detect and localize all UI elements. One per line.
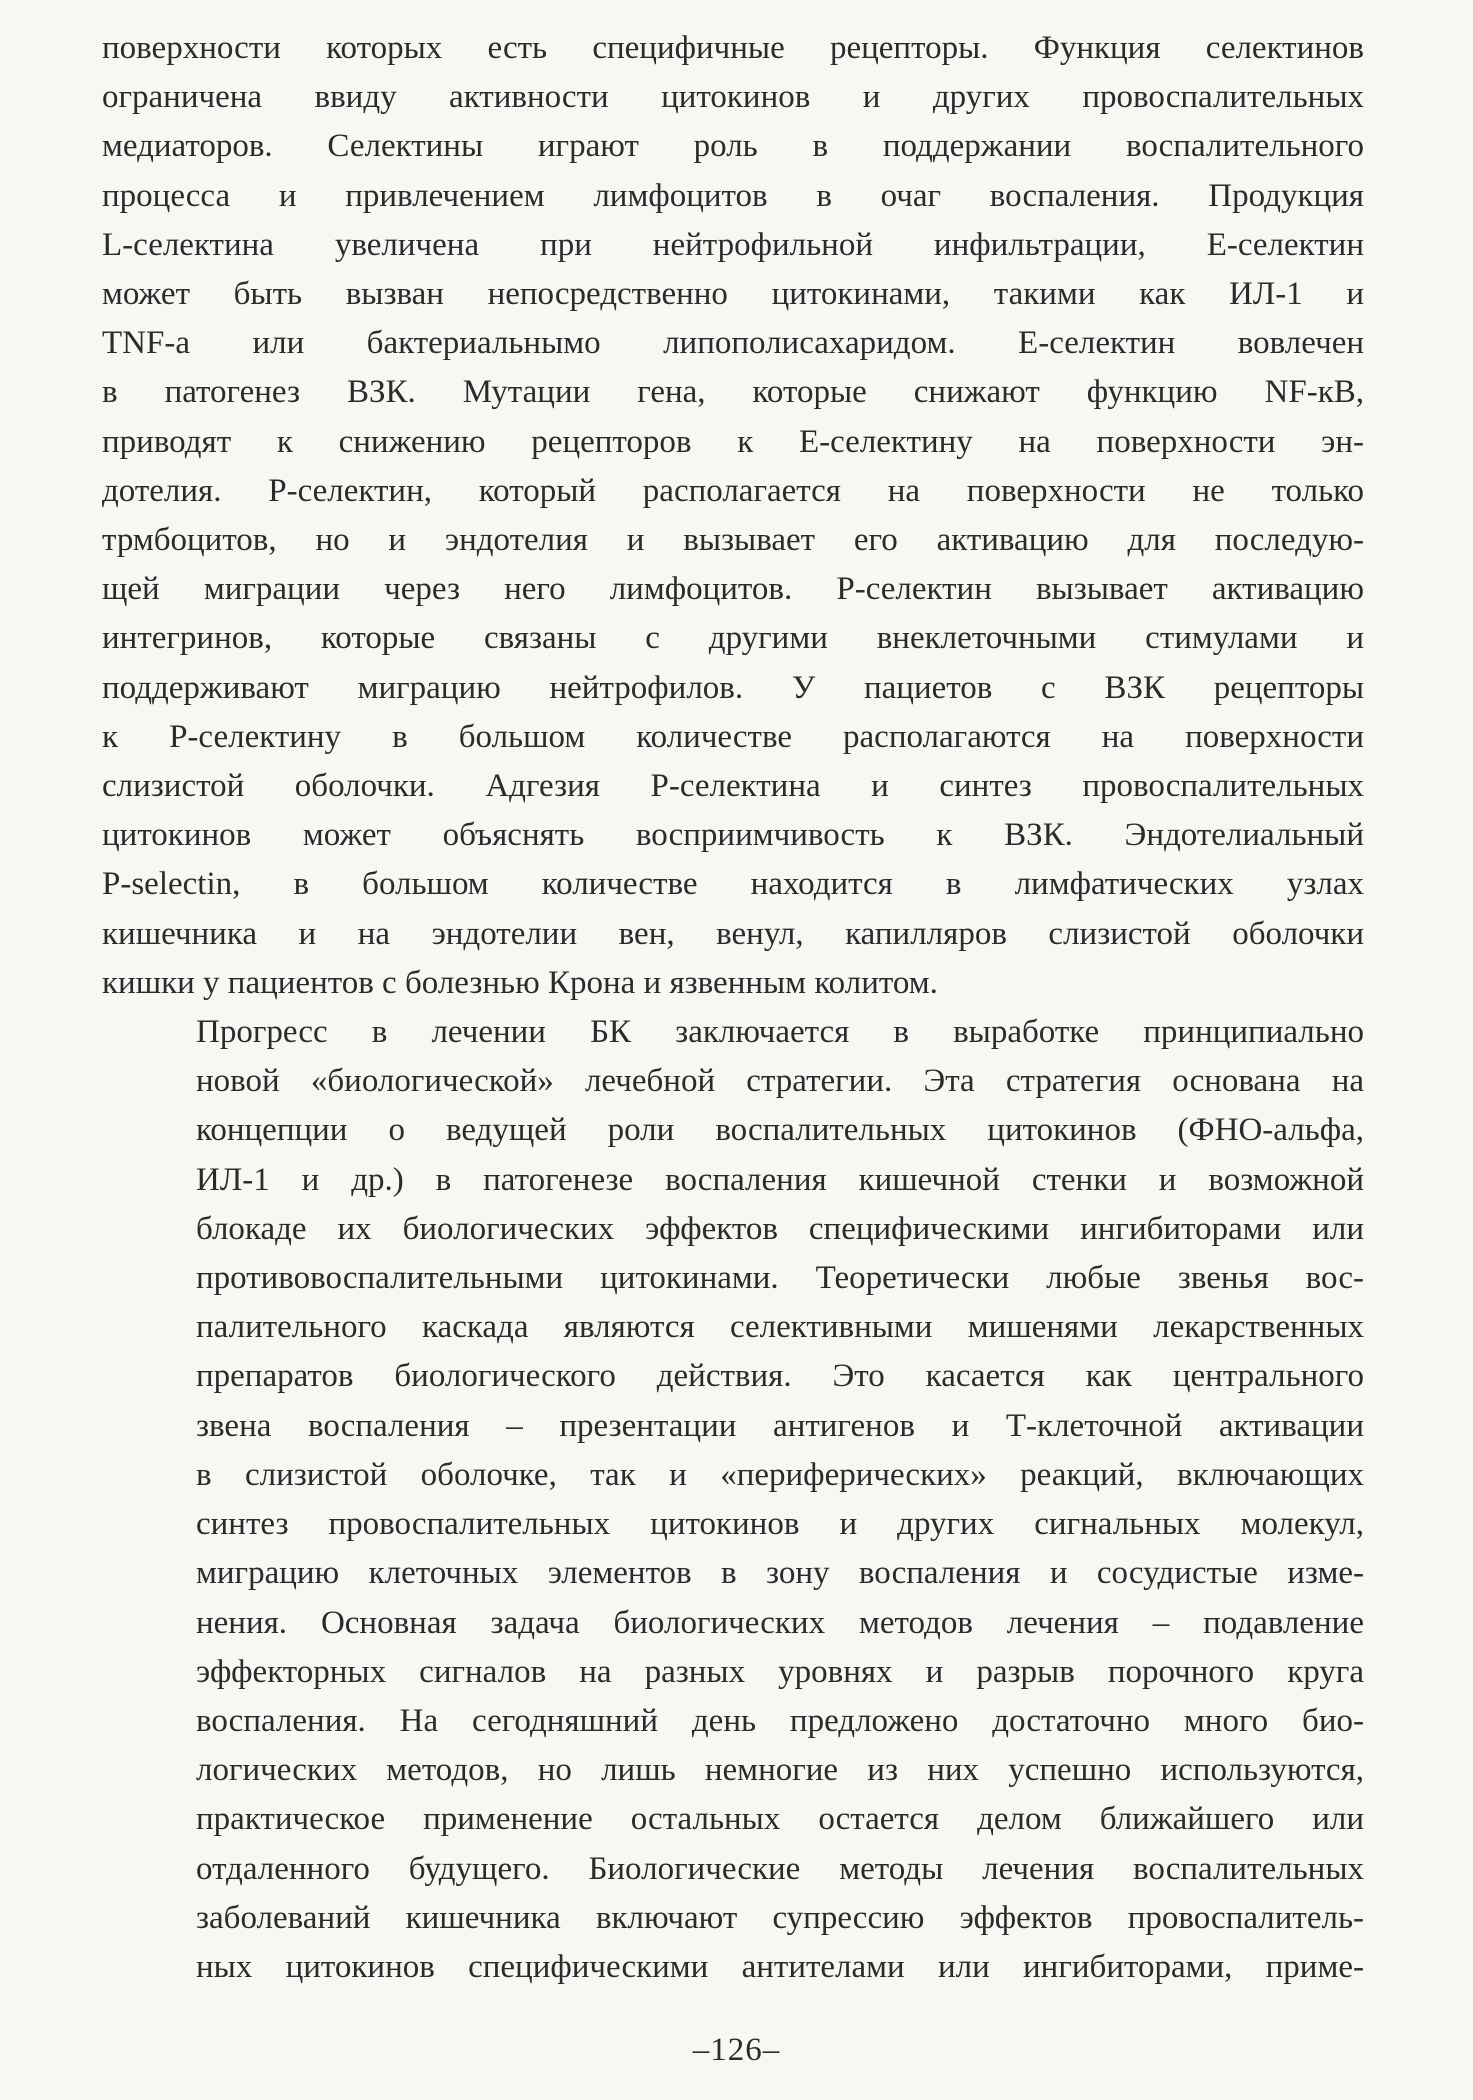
text-line: отдаленного будущего. Биологические методы лечения воспалительных: [196, 1850, 1364, 1887]
text-line: ограничена ввиду активности цитокинов и других провоспалительных: [102, 79, 1364, 116]
text-line: звена воспаления – презентации антигенов и Т-клеточной активации: [196, 1407, 1364, 1444]
text-line: интегринов, которые связаны с другими внеклеточными стимулами и: [102, 620, 1364, 657]
text-line: приводят к снижению рецепторов к Е-селектину на поверхности эн-: [102, 423, 1364, 460]
text-line: нения. Основная задача биологических методов лечения – подавление: [196, 1604, 1364, 1641]
text-line: воспаления. На сегодняшний день предложено достаточно много био-: [196, 1702, 1364, 1739]
text-line: в слизистой оболочке, так и «периферических» реакций, включающих: [196, 1456, 1364, 1493]
text-line: к Р-селектину в большом количестве располагаются на поверхности: [102, 718, 1364, 755]
text-line: ИЛ-1 и др.) в патогенезе воспаления кишечной стенки и возможной: [196, 1161, 1364, 1198]
text-line: кишки у пациентов с болезнью Крона и язвенным колитом.: [102, 964, 938, 1001]
text-line: логических методов, но лишь немногие из них успешно используются,: [196, 1752, 1364, 1789]
text-line: блокаде их биологических эффектов специфическими ингибиторами или: [196, 1210, 1364, 1247]
text-line: цитокинов может объяснять восприимчивость к ВЗК. Эндотелиальный: [102, 817, 1364, 854]
text-line: TNF-a или бактериальнымо липополисахаридом. Е-селектин вовлечен: [102, 325, 1364, 362]
text-line: противовоспалительными цитокинами. Теоретически любые звенья вос-: [196, 1260, 1364, 1297]
text-line: P-selectin, в большом количестве находится в лимфатических узлах: [102, 866, 1364, 903]
text-line: медиаторов. Селектины играют роль в поддержании воспалительного: [102, 128, 1364, 165]
text-line: ных цитокинов специфическими антителами или ингибиторами, приме-: [196, 1948, 1364, 1985]
text-line: поддерживают миграцию нейтрофилов. У пациетов с ВЗК рецепторы: [102, 669, 1364, 706]
text-line: палительного каскада являются селективными мишенями лекарственных: [196, 1309, 1364, 1346]
text-line: щей миграции через него лимфоцитов. Р-селектин вызывает активацию: [102, 571, 1364, 608]
text-line: слизистой оболочки. Адгезия Р-селектина и синтез провоспалительных: [102, 768, 1364, 805]
text-line: поверхности которых есть специфичные рецепторы. Функция селектинов: [102, 30, 1364, 66]
text-line: в патогенез ВЗК. Мутации гена, которые снижают функцию NF-кВ,: [102, 374, 1364, 411]
body-text: [102, 24, 1364, 1992]
text-line: кишечника и на эндотелии вен, венул, капилляров слизистой оболочки: [102, 915, 1364, 952]
text-line: препаратов биологического действия. Это касается как центрального: [196, 1358, 1364, 1395]
text-line: может быть вызван непосредственно цитокинами, такими как ИЛ-1 и: [102, 276, 1364, 313]
text-line: Прогресс в лечении БК заключается в выработке принципиально: [196, 1014, 1364, 1051]
text-line: эффекторных сигналов на разных уровнях и разрыв порочного круга: [196, 1653, 1364, 1690]
text-line: процесса и привлечением лимфоцитов в очаг воспаления. Продукция: [102, 177, 1364, 214]
text-line: концепции о ведущей роли воспалительных цитокинов (ФНО-альфа,: [196, 1112, 1364, 1149]
text-line: синтез провоспалительных цитокинов и других сигнальных молекул,: [196, 1506, 1364, 1543]
paragraph: [102, 24, 1364, 1008]
page-number: –126–: [692, 2032, 781, 2068]
text-line: практическое применение остальных остается делом ближайшего или: [196, 1801, 1364, 1838]
text-line: заболеваний кишечника включают супрессию эффектов провоспалитель-: [196, 1899, 1364, 1936]
text-line: трмбоцитов, но и эндотелия и вызывает его активацию для последую-: [102, 522, 1364, 559]
paragraph: [102, 1008, 1364, 1992]
text-line: L-селектина увеличена при нейтрофильной инфильтрации, Е-селектин: [102, 226, 1364, 263]
text-line: новой «биологической» лечебной стратегии. Эта стратегия основана на: [196, 1063, 1364, 1100]
text-line: дотелия. Р-селектин, который располагается на поверхности не только: [102, 472, 1364, 509]
text-line: миграцию клеточных элементов в зону воспаления и сосудистые изме-: [196, 1555, 1364, 1592]
